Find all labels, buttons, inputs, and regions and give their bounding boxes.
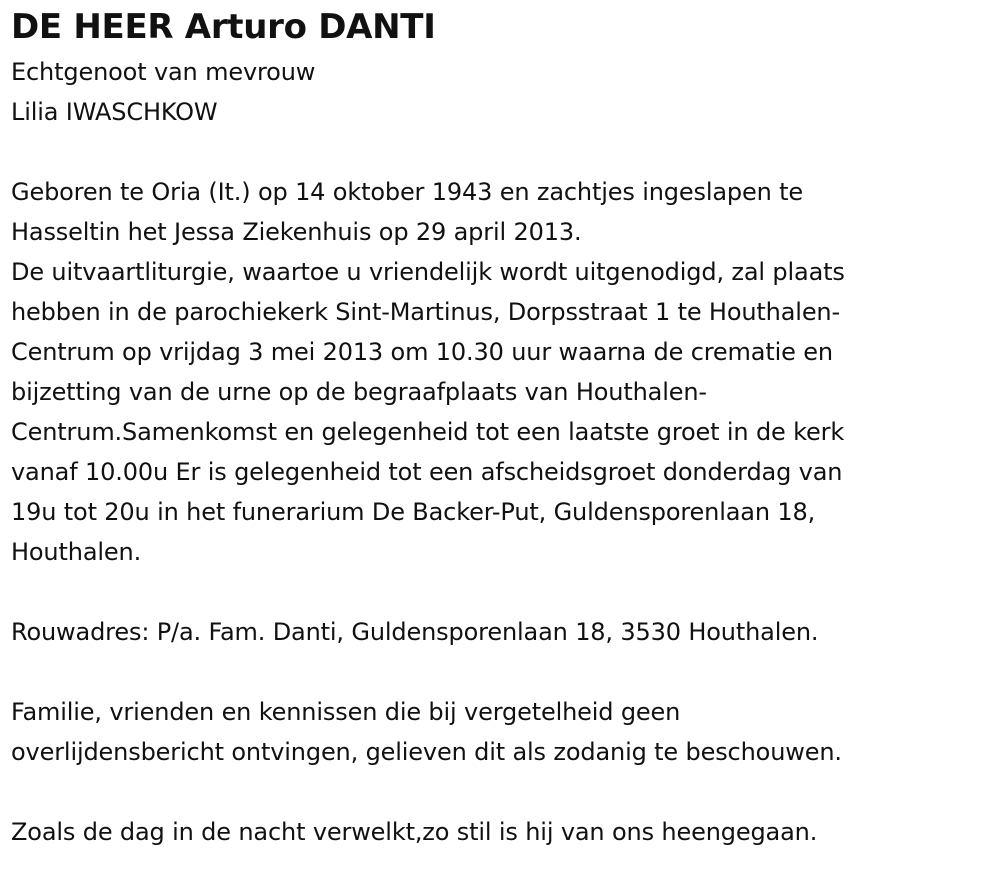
- death-notice: [11, 0, 986, 852]
- mourning-address: Rouwadres: P/a. Fam. Danti, Guldensporenlaan 18, 3530 Houthalen.: [11, 618, 819, 646]
- paragraph-spacer: [11, 572, 986, 612]
- paragraph-spacer: [11, 772, 986, 812]
- body-line: Centrum op vrijdag 3 mei 2013 om 10.30 uur waarna de crematie en: [11, 338, 833, 366]
- body-line: 19u tot 20u in het funerarium De Backer-Put, Guldensporenlaan 18,: [11, 498, 816, 526]
- body-line: vanaf 10.00u Er is gelegenheid tot een afscheidsgroet donderdag van: [11, 458, 843, 486]
- body-line: Hasseltin het Jessa Ziekenhuis op 29 april 2013.: [11, 218, 582, 246]
- body-line: De uitvaartliturgie, waartoe u vriendelijk wordt uitgenodigd, zal plaats: [11, 258, 845, 286]
- family-notice: [11, 692, 986, 772]
- spouse-name: Lilia IWASCHKOW: [11, 98, 218, 126]
- spouse-line: Echtgenoot van mevrouw: [11, 58, 316, 86]
- body-line: bijzetting van de urne op de begraafplaats van Houthalen-: [11, 378, 707, 406]
- paragraph-spacer: [11, 652, 986, 692]
- body-line: Centrum.Samenkomst en gelegenheid tot een laatste groet in de kerk: [11, 418, 845, 446]
- body-line: Houthalen.: [11, 538, 142, 566]
- closing-quote: Zoals de dag in de nacht verwelkt,zo stil is hij van ons heengegaan.: [11, 818, 818, 846]
- body-line: Geboren te Oria (It.) op 14 oktober 1943 en zachtjes ingeslapen te: [11, 178, 804, 206]
- body-line: hebben in de parochiekerk Sint-Martinus, Dorpsstraat 1 te Houthalen-: [11, 298, 841, 326]
- family-line: Familie, vrienden en kennissen die bij vergetelheid geen: [11, 698, 681, 726]
- funeral-details: [11, 172, 986, 572]
- paragraph-spacer: [11, 132, 986, 172]
- family-line: overlijdensbericht ontvingen, gelieven dit als zodanig te beschouwen.: [11, 738, 842, 766]
- deceased-name: DE HEER Arturo DANTI: [11, 7, 436, 47]
